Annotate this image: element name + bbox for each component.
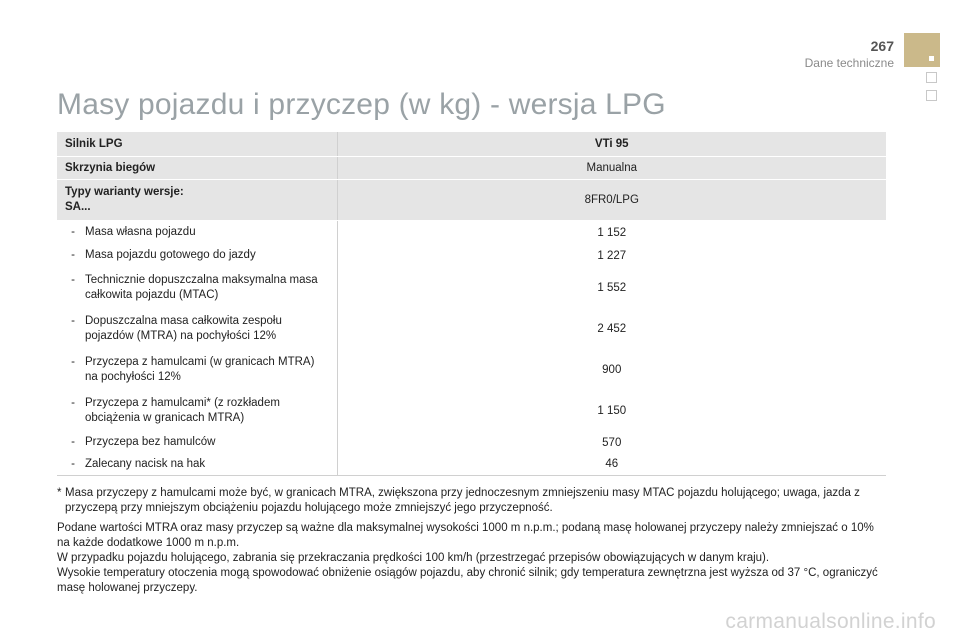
types-label-line: Typy warianty wersje: [65, 186, 184, 198]
row-label: Przyczepa bez hamulców [85, 436, 216, 448]
table-row [57, 350, 886, 391]
row-label: Technicznie dopuszczalna maksymalna masa całkowita pojazdu (MTAC) [85, 273, 318, 301]
note-paragraph: W przypadku pojazdu holującego, zabrania się przekraczania prędkości 100 km/h (przestrzegać przepisów obowiązujących w danym kraju). [57, 552, 770, 564]
types-label [57, 180, 337, 221]
footnote [57, 486, 887, 516]
list-dash: - [71, 397, 75, 409]
list-dash: - [71, 436, 75, 448]
section-name: Dane techniczne [804, 56, 894, 70]
list-dash: - [71, 356, 75, 368]
table-row [57, 245, 886, 267]
footnote-marker: * [57, 487, 62, 499]
types-value: 8FR0/LPG [337, 180, 886, 221]
table-row [57, 267, 886, 309]
row-value: 1 227 [337, 245, 886, 267]
row-label: Dopuszczalna masa całkowita zespołu pojazdów (MTRA) na pochyłości 12% [85, 315, 282, 342]
page-title: Masy pojazdu i przyczep (w kg) - wersja LPG [57, 88, 666, 121]
table-row [57, 432, 886, 454]
row-label: Zalecany nacisk na hak [85, 457, 206, 470]
row-value: 1 552 [337, 267, 886, 309]
row-label: Przyczepa z hamulcami* (z rozkładem obciążenia w granicach MTRA) [85, 397, 280, 424]
list-dash: - [71, 249, 75, 261]
row-value: 570 [337, 432, 886, 454]
tab-square-icon [926, 90, 937, 101]
row-value: 900 [337, 350, 886, 391]
table-row [57, 157, 886, 180]
table-row [57, 180, 886, 221]
gearbox-label: Skrzynia biegów [57, 157, 337, 180]
tab-dot-icon [929, 56, 934, 61]
weights-table [57, 132, 886, 476]
table-row [57, 309, 886, 350]
table-row [57, 454, 886, 476]
engine-label: Silnik LPG [57, 132, 337, 157]
row-value: 46 [337, 454, 886, 476]
notes [57, 521, 887, 596]
row-label: Masa pojazdu gotowego do jazdy [85, 249, 256, 261]
gearbox-value: Manualna [337, 157, 886, 180]
row-value: 1 152 [337, 221, 886, 245]
row-value: 2 452 [337, 309, 886, 350]
footnote-text: Masa przyczepy z hamulcami może być, w granicach MTRA, zwiększona przy jednoczesnym zmniejszeniu masy MTAC pojazdu holującego; uwaga, jazda z przyczepą przy mniejszym obciążeniu pojazdu holującego może zmniejszyć jego przyczepność. [65, 487, 860, 514]
list-dash: - [71, 457, 75, 470]
note-paragraph: Wysokie temperatury otoczenia mogą spowodować obniżenie osiągów pojazdu, aby chronić silnik; gdy temperatura zewnętrzna jest wyższa od 37 °C, ograniczyć masę holowanej przyczepy. [57, 567, 878, 594]
list-dash: - [71, 273, 75, 286]
engine-value: VTi 95 [337, 132, 886, 157]
list-dash: - [71, 315, 75, 327]
table-row [57, 391, 886, 432]
row-label: Masa własna pojazdu [85, 226, 196, 239]
tab-square-icon [926, 72, 937, 83]
types-label-line: SA... [65, 201, 91, 213]
table-row [57, 132, 886, 157]
list-dash: - [71, 226, 75, 239]
note-paragraph: Podane wartości MTRA oraz masy przyczep są ważne dla maksymalnej wysokości 1000 m n.p.m.; podaną masę holowanej przyczepy należy zmniejszać o 10% na każde dodatkowe 1000 m n.p.m. [57, 522, 874, 549]
page-number: 267 [870, 38, 894, 54]
watermark: carmanualsonline.info [725, 610, 936, 633]
row-value: 1 150 [337, 391, 886, 432]
row-label: Przyczepa z hamulcami (w granicach MTRA) na pochyłości 12% [85, 356, 315, 383]
section-tab-marker [904, 33, 940, 67]
table-row [57, 221, 886, 245]
